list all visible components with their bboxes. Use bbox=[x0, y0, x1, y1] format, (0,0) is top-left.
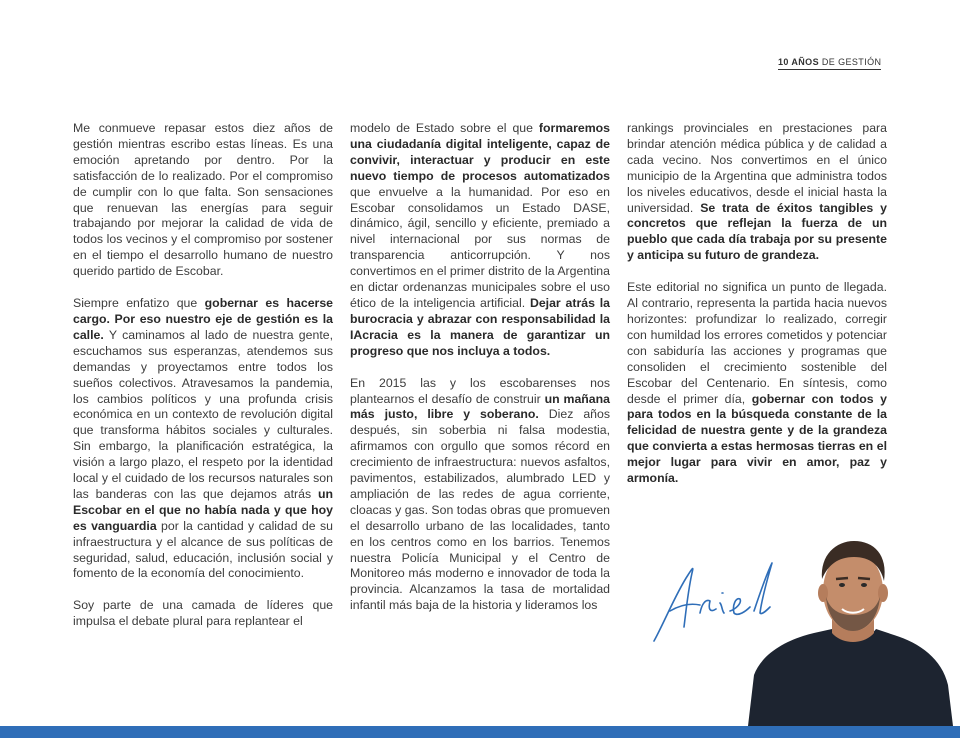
body-text: Soy parte de una camada de líderes que impulsa el debate plural para replantear el bbox=[73, 598, 333, 629]
body-text: que envuelve a la humanidad. Por eso en Escobar consolidamos un Estado DASE, dinámico, ágil, sencillo y eficiente, premiado a nivel internacional por sus normas de transparencia anticorrupción. Y nos convertimos en el primer distrito de la Argentina en dictar ordenanzas municipales sobre el uso ético de la inteligencia artificial. bbox=[350, 184, 610, 310]
body-text: por la cantidad y calidad de su infraestructura y el alcance de sus políticas de seguridad, salud, educación, inclusión social y fomento de la economía del conocimiento. bbox=[73, 518, 333, 581]
portrait-sweater bbox=[748, 629, 953, 726]
paragraph bbox=[73, 296, 333, 582]
bold-text: Dejar atrás la burocracia y abrazar con responsabilidad la IAcracia es la manera de garantizar un progreso que nos incluya a todos. bbox=[350, 295, 611, 358]
body-text: rankings provinciales en prestaciones para brindar atención médica pública y de calidad a cada vecino. Nos convertimos en el único municipio de la Argentina que administra todos los niveles educativos, desde el inicial hasta la universidad. bbox=[627, 121, 887, 215]
bold-text: gobernar con todos y para todos en la búsqueda constante de la felicidad de nuestra gente y de la grandeza que convierta a estas hermosas tierras en el mejor lugar para vivir en amor, paz y armonía. bbox=[627, 391, 887, 486]
body-text: Me conmueve repasar estos diez años de gestión mientras escribo estas líneas. Es una emoción apretando por dentro. Por la satisfacción de lo realizado. Por el compromiso de cumplir con lo que falta. Son sensaciones que renuevan las energías para seguir trabajando por mejorar la calidad de vida de todos los vecinos y el compromiso por sostener en el tiempo el desarrollo humano de nuestro querido partido de Escobar. bbox=[73, 121, 333, 279]
paragraph bbox=[73, 598, 333, 630]
footer-bar bbox=[0, 726, 960, 738]
bold-text: gobernar es hacerse cargo. Por eso nuestro eje de gestión es la calle. bbox=[73, 296, 333, 342]
paragraph bbox=[350, 121, 610, 360]
paragraph bbox=[627, 121, 887, 264]
portrait-photo bbox=[748, 535, 953, 726]
portrait-eye-right bbox=[861, 583, 867, 587]
bold-text: un Escobar en el que no había nada y que hoy es vanguardia bbox=[73, 486, 333, 533]
bold-text: Se trata de éxitos tangibles y concretos que reflejan la fuerza de un pueblo que cada día trabaja por su presente y anticipa su futuro de grandeza. bbox=[627, 200, 887, 263]
text-column-2 bbox=[350, 121, 610, 630]
body-text: Y caminamos al lado de nuestra gente, escuchamos sus esperanzas, atendemos sus demandas y proyectamos entre todos los sueños colectivos. Atravesamos la pandemia, los cambios políticos y una profunda crisis económica en un contexto de revolución digital que transforma hábitos sociales y culturales. Sin embargo, la planificación estratégica, la visión a largo plazo, el respeto por la identidad local y el cuidado de los recursos naturales son las banderas con las que dejamos atrás bbox=[73, 327, 333, 501]
paragraph bbox=[627, 280, 887, 487]
section-header-bold: 10 AÑOS bbox=[778, 57, 819, 67]
body-text: En 2015 las y los escobarenses nos plantearnos el desafío de construir bbox=[350, 375, 610, 406]
section-header-rest: DE GESTIÓN bbox=[818, 57, 882, 67]
portrait-eye-left bbox=[839, 583, 845, 587]
bold-text: formaremos una ciudadanía digital inteligente, capaz de convivir, interactuar y producir en este nuevo tiempo de procesos automatizados bbox=[350, 121, 610, 183]
section-header bbox=[778, 57, 881, 70]
body-text: Este editorial no significa un punto de llegada. Al contrario, representa la partida hacia nuevos horizontes: profundizar lo realizado, corregir con humildad los errores cometidos y potenciar con sabiduría las acciones y programas que consoliden el crecimiento sostenible del Escobar del Centenario. En síntesis, como desde el primer día, bbox=[627, 280, 887, 406]
body-text: Siempre enfatizo que bbox=[73, 296, 205, 311]
text-column-1 bbox=[73, 121, 333, 646]
body-text: Diez años después, sin soberbia ni falsa modestia, afirmamos con orgullo que somos récord en crecimiento de infraestructura: nuevos asfaltos, pavimentos, estabilizados, alumbrado LED y ampliación de las redes de agua corriente, cloacas y gas. Son todas obras que promueven el desarrollo urbano de las localidades, tanto en los centros como en los barrios. Tenemos nuestra Policía Municipal y el Centro de Monitoreo más moderno e innovador de toda la provincia. Alcanzamos la tasa de mortalidad infantil más baja de la historia y lideramos los bbox=[350, 407, 610, 613]
text-column-3 bbox=[627, 121, 887, 503]
body-text: modelo de Estado sobre el que bbox=[350, 121, 539, 135]
paragraph bbox=[350, 376, 610, 615]
bold-text: un mañana más justo, libre y soberano. bbox=[350, 391, 610, 422]
paragraph bbox=[73, 121, 333, 280]
